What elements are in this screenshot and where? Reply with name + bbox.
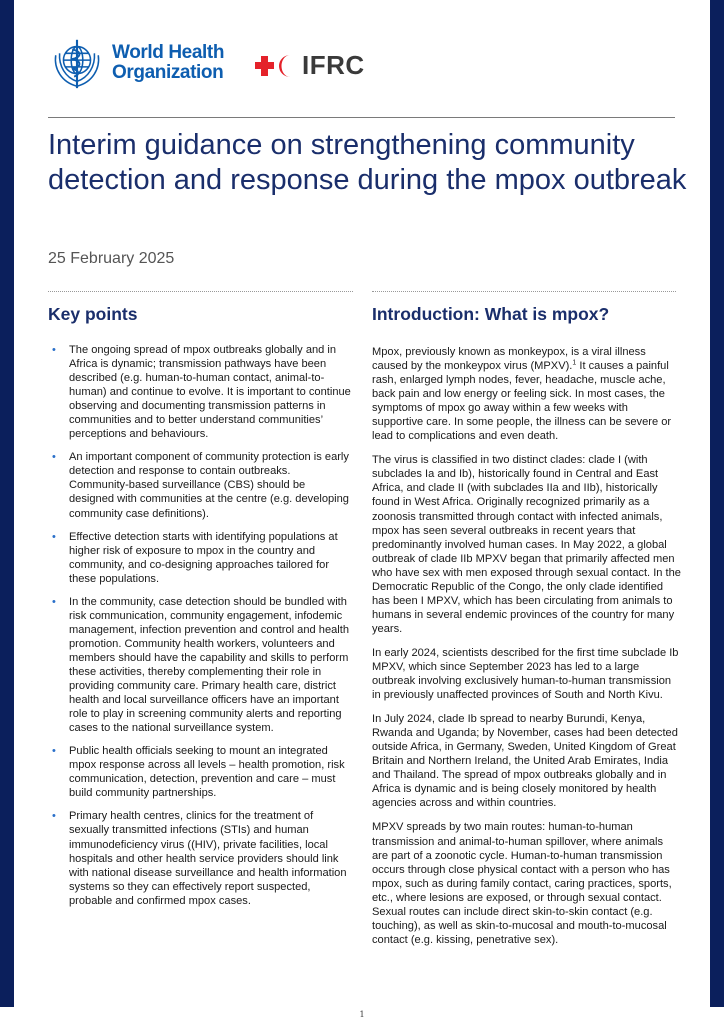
body-paragraph: In early 2024, scientists described for the first time subclade Ib MPXV, which since September 2023 has led to a large outbreak involving exclusively human-to-human transmission in previously unaffected provinces of South and North Kivu.: [372, 646, 679, 702]
key-point-item: • An important component of community protection is early detection and response to contain outbreaks. Community-based surveillance (CBS) should be designed with communities at the centre (e.g. developing community case definitions).: [48, 450, 353, 520]
introduction-column: [372, 345, 682, 957]
intro-paragraph: [372, 345, 682, 443]
key-points-column: [48, 343, 353, 917]
key-point-item: • Public health officials seeking to mount an integrated mpox response across all levels – health promotion, risk communication, detection, prevention and care – must build community partnerships.: [48, 744, 353, 800]
left-dotted-divider: [48, 291, 353, 292]
footnote-ref: 1: [572, 359, 577, 367]
who-emblem-icon: [48, 34, 106, 92]
body-paragraph: MPXV spreads by two main routes: human-to-human transmission and animal-to-human spillover, where animals are part of a zoonotic cycle. Human-to-human transmission occurs through close physical contact with a person who has mpox, such as during family contact, caring practices, sports, etc., where lesions are exposed, or through sexual contact. Sexual routes can include direct skin-to-skin contact (e.g. touching), as well as skin-to-mucosal and mouth-to-mucosal contact (e.g. kissing, penetrative sex).: [372, 821, 672, 946]
intro-paragraph-text-cont: It causes a painful rash, enlarged lymph nodes, fever, headache, muscle ache, back pain and low energy or feeling sick. In most cases, the symptoms of mpox go away within a few weeks with supportive care. In some people, the illness can be severe or lead to complications and even death.: [372, 360, 672, 443]
document-page: [14, 0, 710, 1007]
key-points-list: [48, 343, 353, 908]
red-cross-crescent-icon: [254, 53, 298, 79]
document-title: Interim guidance on strengthening community detection and response during the mpox outbreak: [48, 129, 687, 196]
who-logo-line1: World Health: [112, 42, 225, 63]
ifrc-logo-text: IFRC: [302, 50, 365, 80]
key-point-item: • In the community, case detection should be bundled with risk communication, community engagement, infodemic management, infection prevention and control and health promotion. Community health workers, volunteers and members should have the capability and skills to perform these activities, thereby complementing their role in providing community care. Primary health care, district health and local surveillance officers have an important role to play in screening community alerts and reporting cases to the national surveillance system.: [48, 595, 353, 735]
who-logo-line2: Organization: [112, 62, 224, 83]
key-point-item: • The ongoing spread of mpox outbreaks globally and in Africa is dynamic; transmission pathways have been described (e.g. human-to-human contact, animal-to-human) and continue to evolve. It is important to continue observing and documenting transmission patterns in communities and to better understand communities’ perceptions and behaviours.: [48, 343, 353, 441]
key-point-item: • Effective detection starts with identifying populations at higher risk of exposure to mpox in the country and community, and co-designing approaches tailored for these populations.: [48, 530, 353, 586]
page-number: 1: [359, 1010, 365, 1019]
ifrc-logo: [254, 50, 365, 81]
introduction-heading: Introduction: What is mpox?: [372, 304, 610, 324]
intro-paragraph-text: Mpox, previously known as monkeypox, is a viral illness caused by the monkeypox virus (MPXV).: [372, 346, 646, 373]
key-point-item: • Primary health centres, clinics for the treatment of sexually transmitted infections (STIs) and human immunodeficiency virus ((HIV), private facilities, local hospitals and other health service providers should link with national disease surveillance and health information systems so they can effectively report suspected, probable and confirmed mpox cases.: [48, 809, 353, 907]
header-divider: [48, 117, 675, 118]
key-points-heading: Key points: [48, 304, 138, 324]
right-dotted-divider: [372, 291, 676, 292]
who-logo: [48, 34, 224, 92]
document-date: 25 February 2025: [48, 250, 175, 267]
body-paragraph: In July 2024, clade Ib spread to nearby Burundi, Kenya, Rwanda and Uganda; by November, cases had been detected outside Africa, in Germany, Sweden, United Kingdom of Great Britain and Northern Ireland, the United Arab Emirates, India and Thailand. The spread of mpox outbreaks globally and in Africa is dynamic and is being closely monitored by health agencies across and within countries.: [372, 713, 678, 810]
who-logo-text: [112, 43, 224, 83]
body-paragraph: The virus is classified in two distinct clades: clade I (with subclades Ia and Ib), historically found in Central and East Africa, and clade II (with subclades IIa and IIb), historically found in West Africa. Originally recognized primarily as a zoonosis transmitted through contact with infected animals, mpox has seen several outbreaks in recent years that predominantly involved human cases. In May 2022, a global outbreak of clade IIb MPXV began that primarily affected men who have sex with men exposed through sexual contact. In the Democratic Republic of the Congo, the only clade identified has been I MPXV, which has been circulating from animals to humans in several endemic provinces of the country for many years.: [372, 454, 681, 635]
